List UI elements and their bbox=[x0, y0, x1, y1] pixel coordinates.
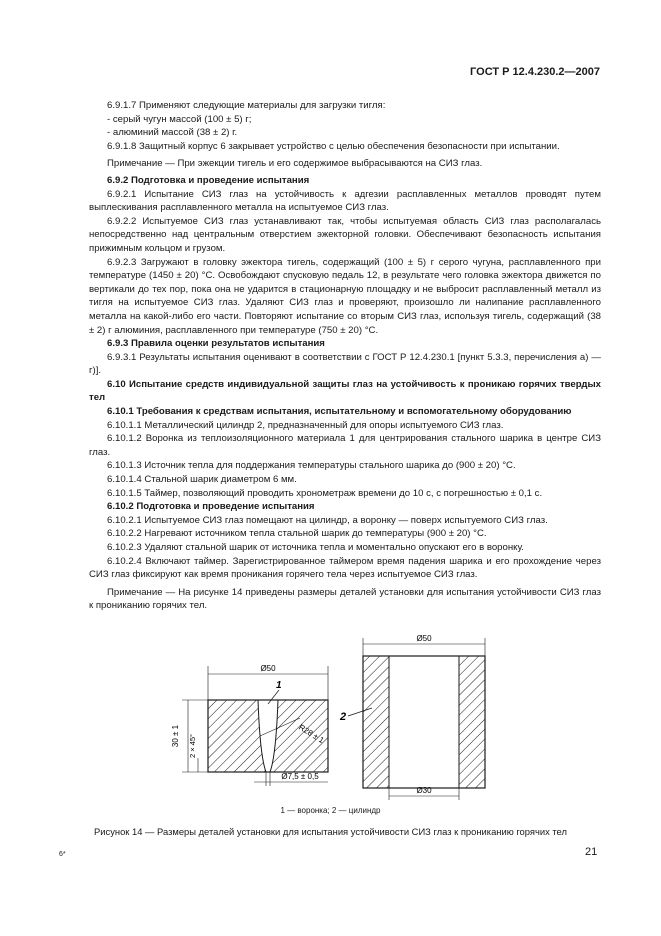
paragraph: 6.10.1.5 Таймер, позволяющий проводить хронометраж времени до 10 с, с погрешностью ± 0,1 с. bbox=[107, 487, 543, 499]
page-number: 21 bbox=[585, 846, 598, 858]
paragraph: - алюминий массой (38 ± 2) г. bbox=[107, 127, 238, 139]
section-heading: 6.9.3 Правила оценки результатов испытания bbox=[107, 338, 325, 350]
cylinder-right-wall bbox=[459, 656, 485, 788]
paragraph: 6.10.1.3 Источник тепла для поддержания температуры стального шарика до (900 ± 20) °С. bbox=[107, 460, 516, 472]
cylinder-bottom-dim: Ø30 bbox=[416, 786, 432, 795]
paragraph: 6.9.1.7 Применяют следующие материалы для загрузки тигля: bbox=[107, 100, 386, 111]
paragraph: 6.10.2.3 Удаляют стальной шарик от источника тепла и моментально опускают его в воронку. bbox=[107, 542, 524, 553]
cylinder-left-wall bbox=[363, 656, 389, 788]
paragraph: 6.9.2.2 Испытуемое СИЗ глаз устанавливают так, чтобы испытуемая область СИЗ глаз располагалась непосредственно над центральным отверстием эжекторной головки. Обеспечивают безопасность испытания прижимным кольцом и грузом. bbox=[89, 215, 601, 254]
paragraph: 6.9.3.1 Результаты испытания оценивают в соответствии с ГОСТ Р 12.4.230.1 [пункт 5.3.3, перечисления а) — г)]. bbox=[89, 351, 601, 377]
section-heading: 6.9.2 Подготовка и проведение испытания bbox=[107, 174, 310, 186]
body-text bbox=[89, 99, 601, 616]
funnel-radius-dim: R28 ± 1 bbox=[297, 722, 326, 746]
figure-legend: 1 — воронка; 2 — цилиндр bbox=[280, 806, 381, 815]
figure-caption: Рисунок 14 — Размеры деталей установки для испытания устойчивости СИЗ глаз к прониканию горячих тел bbox=[94, 826, 567, 837]
funnel-top-dim: Ø50 bbox=[260, 664, 276, 673]
note-paragraph: Примечание — На рисунке 14 приведены размеры деталей установки для испытания устойчивости СИЗ глаз к прониканию горячих тел. bbox=[89, 586, 601, 612]
funnel-chamfer-dim: 2 × 45° bbox=[188, 733, 197, 759]
funnel-hole-dim: Ø7,5 ± 0,5 bbox=[281, 772, 319, 781]
paragraph: 6.10.2.4 Включают таймер. Зарегистрированное таймером время падения шарика и его прохождение через СИЗ глаз фиксируют как время проникания горячего тела через испытуемое СИЗ глаз. bbox=[89, 555, 601, 581]
note-paragraph: Примечание — При эжекции тигель и его содержимое выбрасываются на СИЗ глаз. bbox=[107, 158, 483, 170]
sheet-mark: 6* bbox=[59, 851, 66, 858]
section-heading: 6.10.2 Подготовка и проведение испытания bbox=[107, 501, 315, 513]
cylinder-label: 2 bbox=[340, 711, 347, 723]
paragraph: 6.9.2.3 Загружают в головку эжектора тигель, содержащий (100 ± 5) г серого чугуна, расплавленного при температуре (1450 ± 20) °С. Освобождают спусковую педаль 12, в результате чего головка эжектора движется по вертикали до тех пор, пока она не ударится в стационарную площадку и не выбросит расплавленный металл из тигля на испытуемое СИЗ глаз. Удаляют СИЗ глаз и проверяют, произошло ли налипание расплавленного металла на какой-либо его части. Повторяют испытание со вторым СИЗ глаз, используя тигель, содержащий (38 ± 2) г алюминия, расплавленного при температуре (750 ± 20) °С. bbox=[89, 256, 601, 336]
paragraph: 6.9.2.1 Испытание СИЗ глаз на устойчивость к адгезии расплавленных металлов проводят путем выплескивания расплавленного металла на испытуемое СИЗ глаз. bbox=[89, 188, 601, 214]
figure-14 bbox=[150, 628, 550, 808]
paragraph: 6.10.1.2 Воронка из теплоизоляционного материала 1 для центрирования стального шарика в центре СИЗ глаз. bbox=[89, 433, 601, 458]
funnel-drawing bbox=[171, 664, 328, 786]
cylinder-drawing bbox=[339, 634, 485, 800]
funnel-height-dim: 30 ± 1 bbox=[171, 724, 180, 748]
cylinder-top-dim: Ø50 bbox=[416, 634, 432, 643]
paragraph: 6.10.2.2 Нагревают источником тепла стальной шарик до температуры (900 ± 20) °С. bbox=[107, 528, 487, 540]
paragraph: 6.10.1.4 Стальной шарик диаметром 6 мм. bbox=[107, 474, 297, 486]
standard-header: ГОСТ Р 12.4.230.2—2007 bbox=[470, 66, 600, 78]
funnel-label: 1 bbox=[276, 680, 282, 691]
figure-drawing bbox=[150, 628, 550, 808]
paragraph: 6.10.2.1 Испытуемое СИЗ глаз помещают на цилиндр, а воронку — поверх испытуемого СИЗ глаз. bbox=[107, 514, 548, 526]
section-heading: 6.10.1 Требования к средствам испытания, испытательному и вспомогательному оборудованию bbox=[107, 406, 572, 418]
paragraph: 6.10.1.1 Металлический цилиндр 2, предназначенный для опоры испытуемого СИЗ глаз. bbox=[107, 419, 504, 431]
paragraph: - серый чугун массой (100 ± 5) г; bbox=[107, 113, 252, 125]
paragraph: 6.9.1.8 Защитный корпус 6 закрывает устройство с целью обеспечения безопасности при испытании. bbox=[107, 140, 560, 152]
funnel-left-section bbox=[208, 700, 266, 772]
section-heading: 6.10 Испытание средств индивидуальной защиты глаз на устойчивость к проникаю горячих твердых тел bbox=[89, 378, 601, 404]
